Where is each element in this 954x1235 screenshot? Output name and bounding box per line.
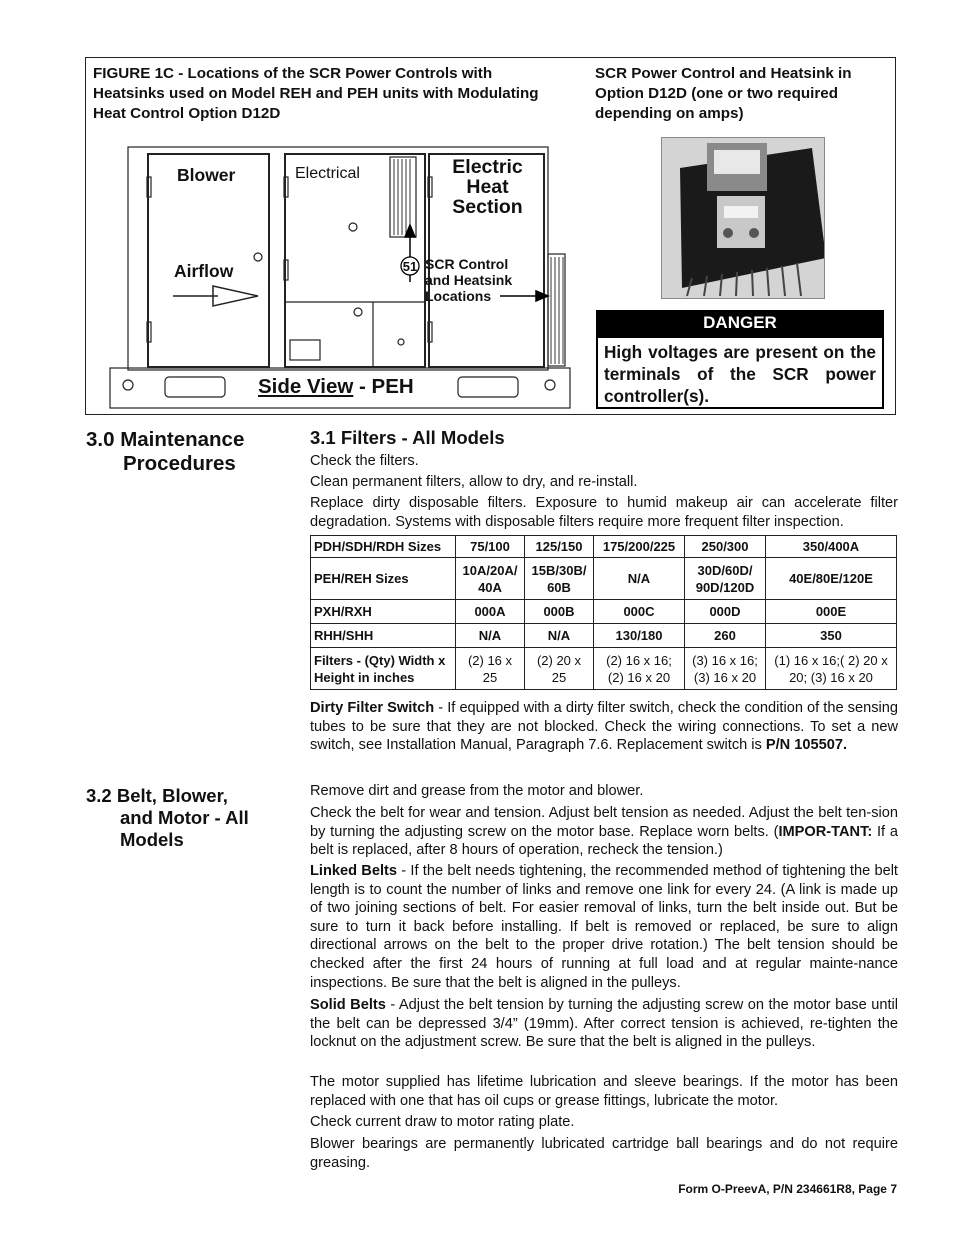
scr-photo — [661, 137, 825, 299]
danger-text: High voltages are present on the terminals of the SCR power controller(s). — [596, 336, 884, 409]
table-row: PEH/REH Sizes 10A/20A/ 40A 15B/30B/ 60B N/A 30D/60D/ 90D/120D 40E/80E/120E — [311, 558, 897, 600]
section-3-1-heading: 3.1 Filters - All Models — [310, 427, 505, 448]
scr-location-label: SCR Control and Heatsink Locations — [425, 256, 513, 304]
belt-p2: Check the belt for wear and tension. Adjust belt tension as needed. Adjust the belt ten-sion by turning the adjusting screw on the motor base. Replace worn belts. (IMPOR-TANT: If a belt is replaced, after 8 hours of operation, recheck the tension.) — [310, 805, 898, 859]
side-view-title: Side View - PEH — [258, 375, 414, 398]
filters-p1: Check the filters. — [310, 453, 419, 469]
table-row: RHH/SHH N/A N/A 130/180 260 350 — [311, 624, 897, 648]
belt-p1: Remove dirt and grease from the motor and blower. — [310, 783, 644, 799]
current-draw-paragraph: Check current draw to motor rating plate. — [310, 1114, 575, 1130]
motor-lubrication-paragraph: The motor supplied has lifetime lubrication and sleeve bearings. If the motor has been replaced with one that has oil cups or grease fittings, lubricate the motor. — [310, 1074, 898, 1109]
electrical-label: Electrical — [295, 165, 360, 182]
airflow-label: Airflow — [174, 261, 234, 281]
electric-heat-section-label: Electric Heat Section — [452, 156, 523, 218]
linked-belts-paragraph: Linked Belts - If the belt needs tightening, the recommended method of tightening the belt length is to count the number of links and remove one link for every 24. (A link is made up of two joining sections of belt. For easier removal of links, turn the belt inside out. But be sure to turn it back before installing. If belt is removed or replaced, be sure to align directional arrows on the belt to the proper drive rotation.) The belt tension should be checked after the first 24 hours of running at full load and at regular mainte-nance inspections. Be sure that the belt is aligned in the pulleys. — [310, 863, 898, 991]
section-3-heading: 3.0 Maintenance Procedures — [86, 428, 245, 475]
scr-caption: SCR Power Control and Heatsink in Option D12D (one or two required depending on amps) — [595, 65, 852, 122]
scr-heatsink-image — [662, 138, 825, 299]
dirty-filter-switch-paragraph: Dirty Filter Switch - If equipped with a dirty filter switch, check the condition of the sensing tubes to be sure that they are not blocked. Check the wiring connections. To set a new switch, see Installation Manual, Paragraph 7.6. Replacement switch is P/N 105507. — [310, 700, 898, 754]
table-row: PXH/RXH 000A 000B 000C 000D 000E — [311, 600, 897, 624]
solid-belts-paragraph: Solid Belts - Adjust the belt tension by turning the adjusting screw on the motor base until the belt can be depressed 3/4” (19mm). After correct tension is achieved, re-tighten the locknut on the adjustment screw. Be sure that the belt is aligned in the pulleys. — [310, 997, 898, 1051]
blower-label: Blower — [177, 165, 236, 185]
filters-p3: Replace dirty disposable filters. Exposure to humid makeup air can accelerate filter degradation. Systems with disposable filters require more frequent filter inspection. — [310, 495, 898, 530]
section-3-2-heading: 3.2 Belt, Blower, and Motor - All Models — [86, 785, 249, 850]
page-footer: Form O-PreevA, P/N 234661R8, Page 7 — [678, 1182, 897, 1196]
blower-bearings-paragraph: Blower bearings are permanently lubricated cartridge ball bearings and do not require greasing. — [310, 1136, 898, 1171]
filter-size-table — [310, 535, 897, 690]
table-row: Filters - (Qty) Width x Height in inches (2) 16 x 25 (2) 20 x 25 (2) 16 x 16; (2) 16 x 20 (3) 16 x 16; (3) 16 x 20 (1) 16 x 16;( 2) 20 x 20; (3) 16 x 20 — [311, 648, 897, 690]
danger-title: DANGER — [596, 310, 884, 336]
table-row: PDH/SDH/RDH Sizes 75/100 125/150 175/200/225 250/300 350/400A — [311, 536, 897, 558]
callout-51: 51 — [402, 259, 418, 274]
figure-caption: FIGURE 1C - Locations of the SCR Power Controls with Heatsinks used on Model REH and PEH units with Modulating Heat Control Option D12D — [93, 65, 539, 122]
filters-p2: Clean permanent filters, allow to dry, and re-install. — [310, 474, 638, 490]
